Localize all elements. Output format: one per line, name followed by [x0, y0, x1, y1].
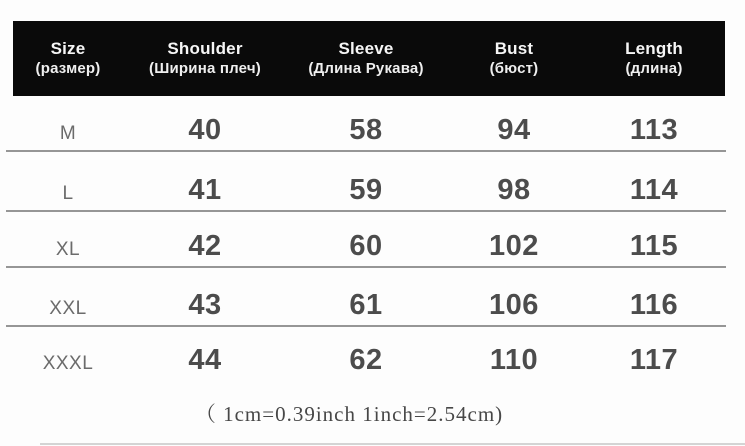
- header-sleeve-en: Sleeve: [338, 39, 394, 59]
- size-label: XXXL: [42, 353, 94, 374]
- header-shoulder-en: Shoulder: [167, 39, 243, 59]
- size-label: M: [59, 123, 77, 144]
- shoulder-value: 41: [188, 174, 222, 206]
- length-value: 116: [629, 289, 679, 321]
- bust-value: 106: [489, 289, 539, 321]
- sleeve-value: 60: [349, 230, 383, 262]
- header-sleeve-ru: (Длина Рукава): [308, 60, 424, 78]
- header-size-en: Size: [50, 39, 86, 59]
- sleeve-value: 62: [349, 344, 383, 376]
- header-col-bust: [445, 38, 583, 79]
- header-length-en: Length: [625, 39, 683, 59]
- size-chart: [13, 21, 725, 432]
- sleeve-value: 61: [349, 289, 383, 321]
- sleeve-value: 58: [349, 114, 383, 146]
- shoulder-value: 44: [188, 344, 222, 376]
- unit-conversion-note: （ 1cm=0.39inch 1inch=2.54cm): [194, 402, 504, 426]
- header-col-sleeve: [287, 38, 445, 79]
- header-col-shoulder: [123, 38, 287, 79]
- table-row-l: [13, 152, 725, 212]
- bust-value: 94: [497, 114, 531, 146]
- length-value: 114: [629, 174, 679, 206]
- header-bust-en: Bust: [494, 39, 534, 59]
- shoulder-value: 42: [188, 230, 222, 262]
- size-label: XXL: [49, 298, 87, 319]
- size-label: XL: [55, 239, 81, 260]
- bust-value: 98: [497, 174, 531, 206]
- size-chart-body: [13, 96, 725, 382]
- table-row-xxxl: [13, 327, 725, 382]
- bust-value: 110: [489, 344, 539, 376]
- length-value: 115: [629, 230, 679, 262]
- header-col-length: [583, 38, 725, 79]
- length-value: 113: [629, 114, 679, 146]
- header-shoulder-ru: (Ширина плеч): [149, 60, 261, 78]
- shoulder-value: 43: [188, 289, 222, 321]
- length-value: 117: [629, 344, 679, 376]
- size-chart-header: [13, 21, 725, 96]
- header-length-ru: (длина): [625, 60, 683, 78]
- size-label: L: [62, 183, 74, 204]
- table-row-xl: [13, 212, 725, 268]
- header-size-ru: (размер): [35, 60, 101, 78]
- table-row-m: [13, 96, 725, 152]
- table-row-xxl: [13, 268, 725, 327]
- header-bust-ru: (бюст): [489, 60, 539, 78]
- shoulder-value: 40: [188, 114, 222, 146]
- sleeve-value: 59: [349, 174, 383, 206]
- bottom-crop-edge: [40, 443, 745, 445]
- header-col-size: [13, 38, 123, 79]
- bust-value: 102: [489, 230, 539, 262]
